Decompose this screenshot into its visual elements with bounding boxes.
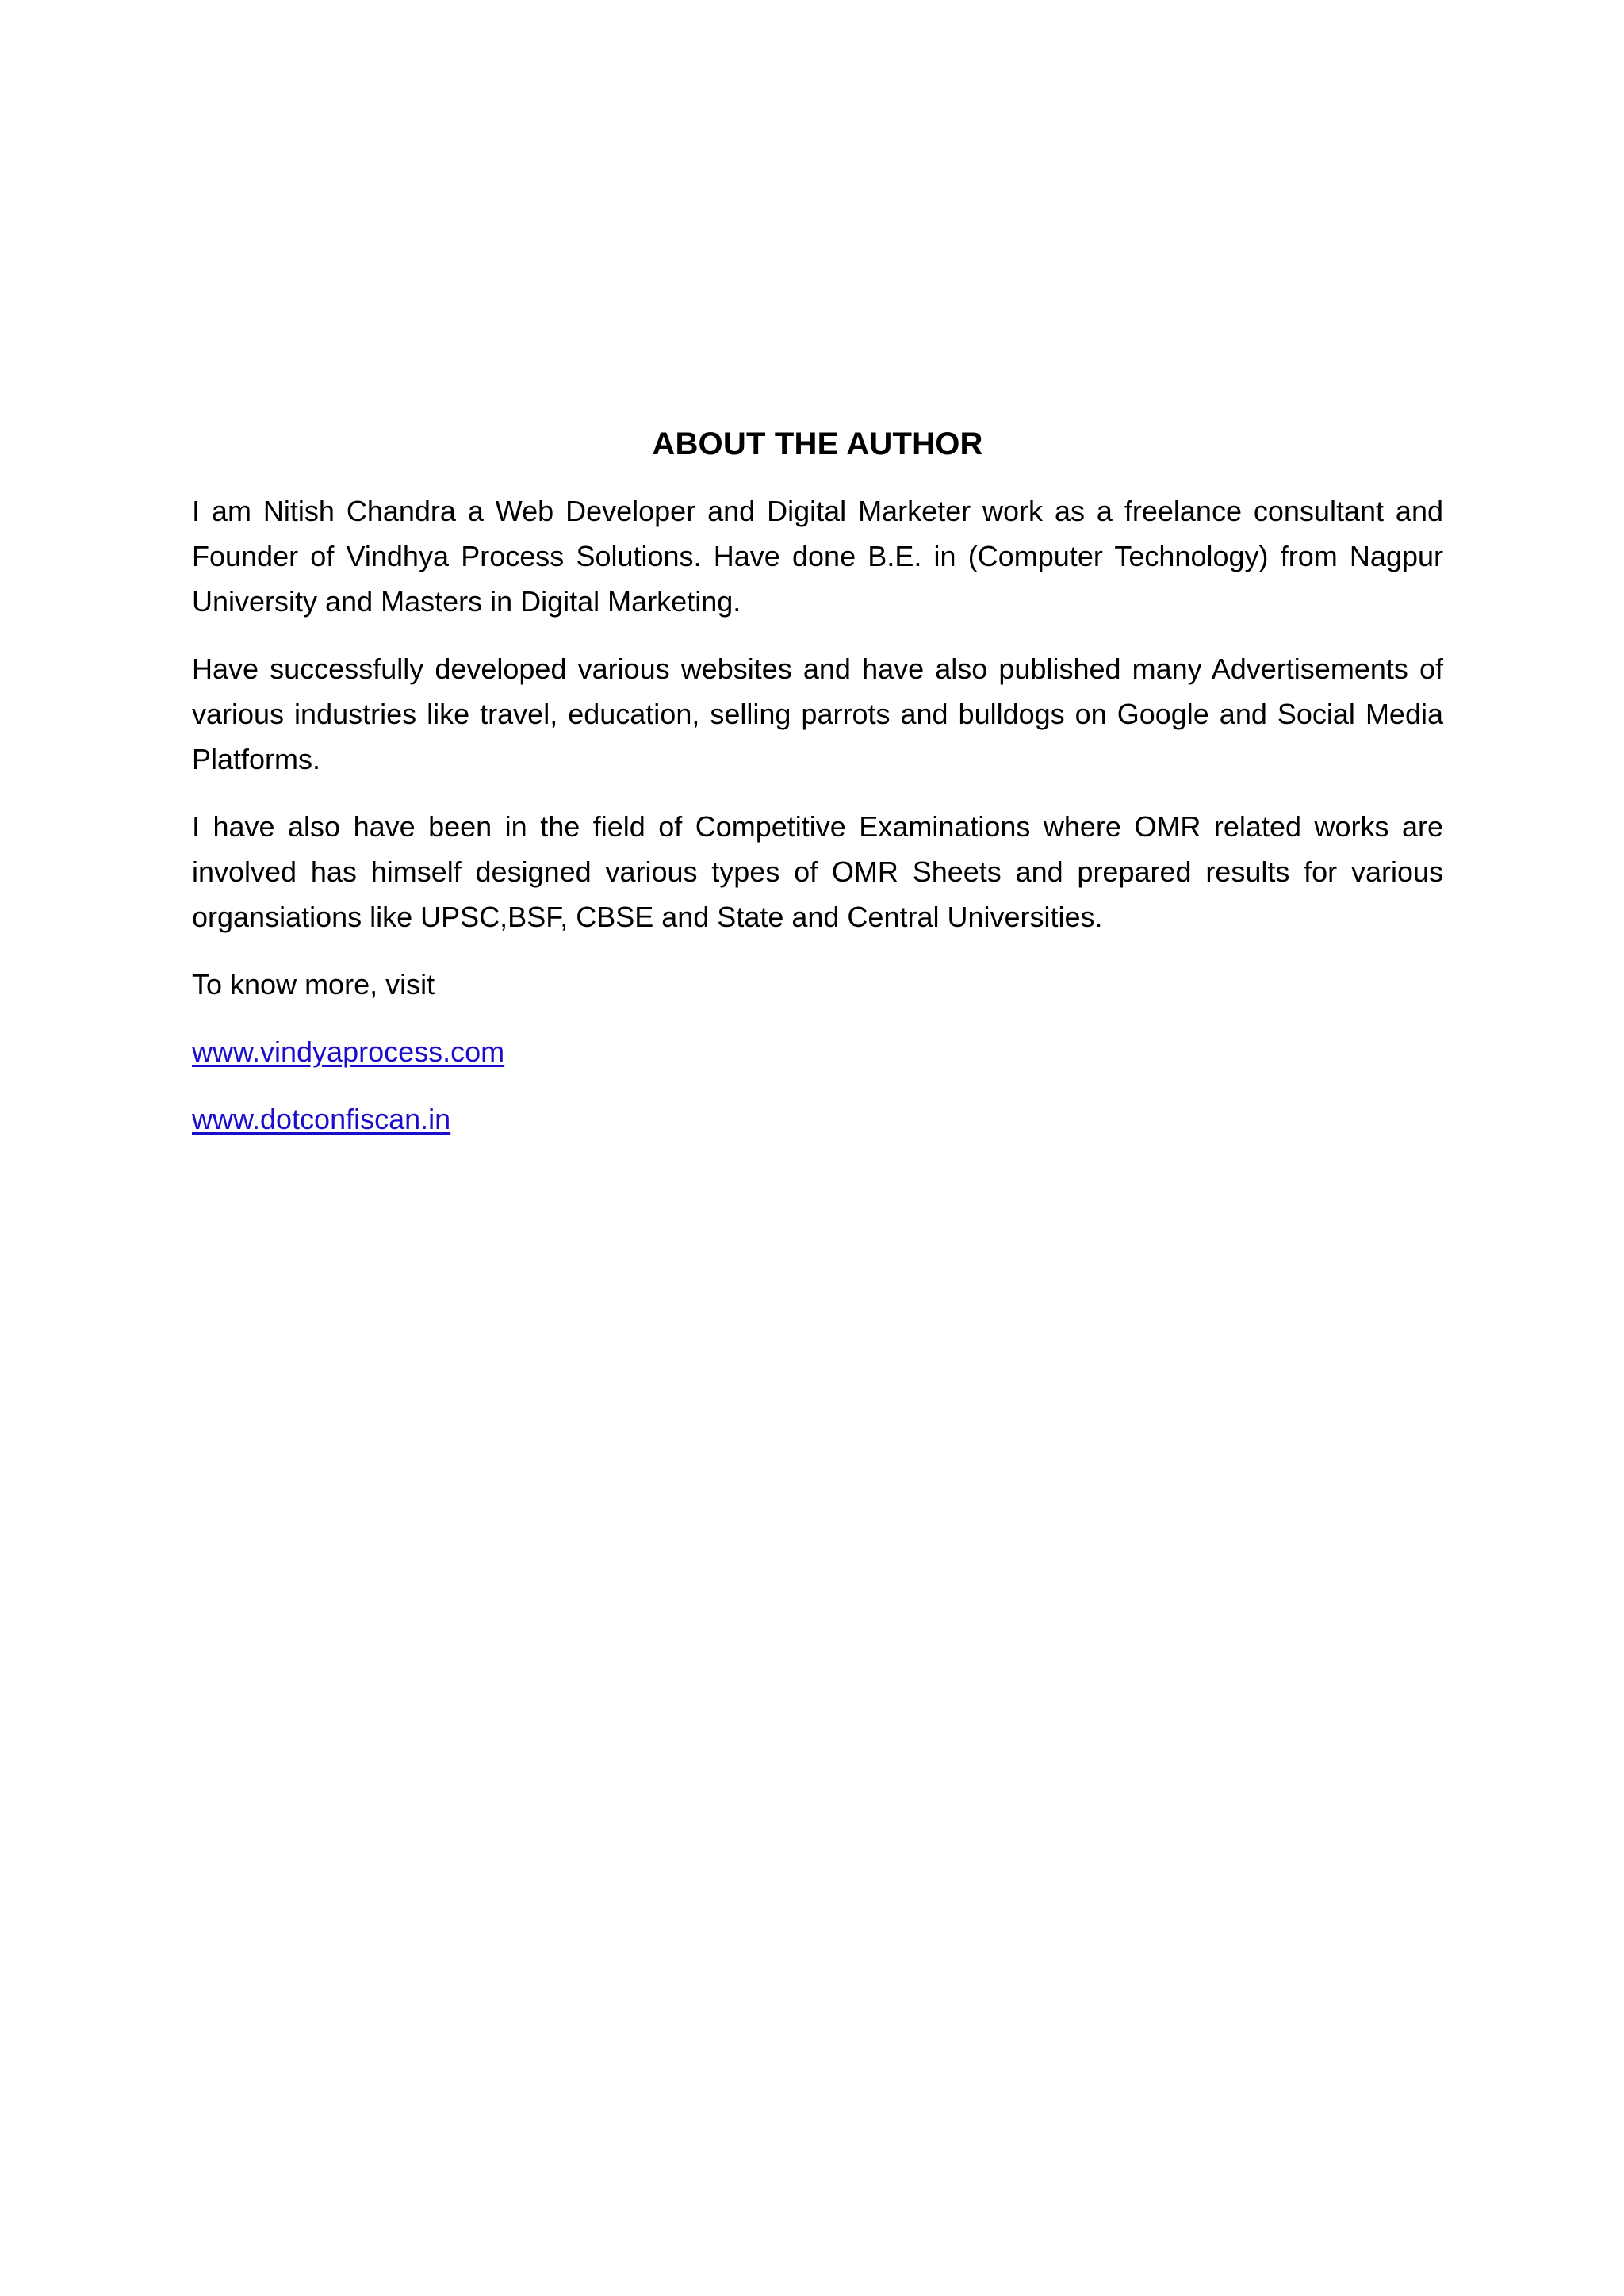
paragraph-omr: I have also have been in the field of Competitive Examinations where OMR related works are involved has himself designed various types of OMR Sheets and prepared results for various organsiations like UPSC,BSF, CBSE and State and Central Universities.	[192, 810, 1443, 933]
paragraph-intro: I am Nitish Chandra a Web Developer and Digital Marketer work as a freelance consultant and Founder of Vindhya Process Solutions. Have done B.E. in (Computer Technology) from Nagpur University and Masters in Digital Marketing.	[192, 495, 1443, 618]
link-container-vindyaprocess	[192, 1029, 1443, 1074]
link-vindyaprocess[interactable]: www.vindyaprocess.com	[192, 1035, 505, 1068]
document-content	[192, 420, 1443, 1164]
paragraph-experience: Have successfully developed various websites and have also published many Advertisements of various industries like travel, education, selling parrots and bulldogs on Google and Social Media Platforms.	[192, 652, 1443, 775]
page-title: ABOUT THE AUTHOR	[652, 427, 983, 461]
link-dotconfiscan[interactable]: www.dotconfiscan.in	[192, 1103, 451, 1135]
visit-text: To know more, visit	[192, 968, 435, 1001]
link-container-dotconfiscan	[192, 1096, 1443, 1142]
